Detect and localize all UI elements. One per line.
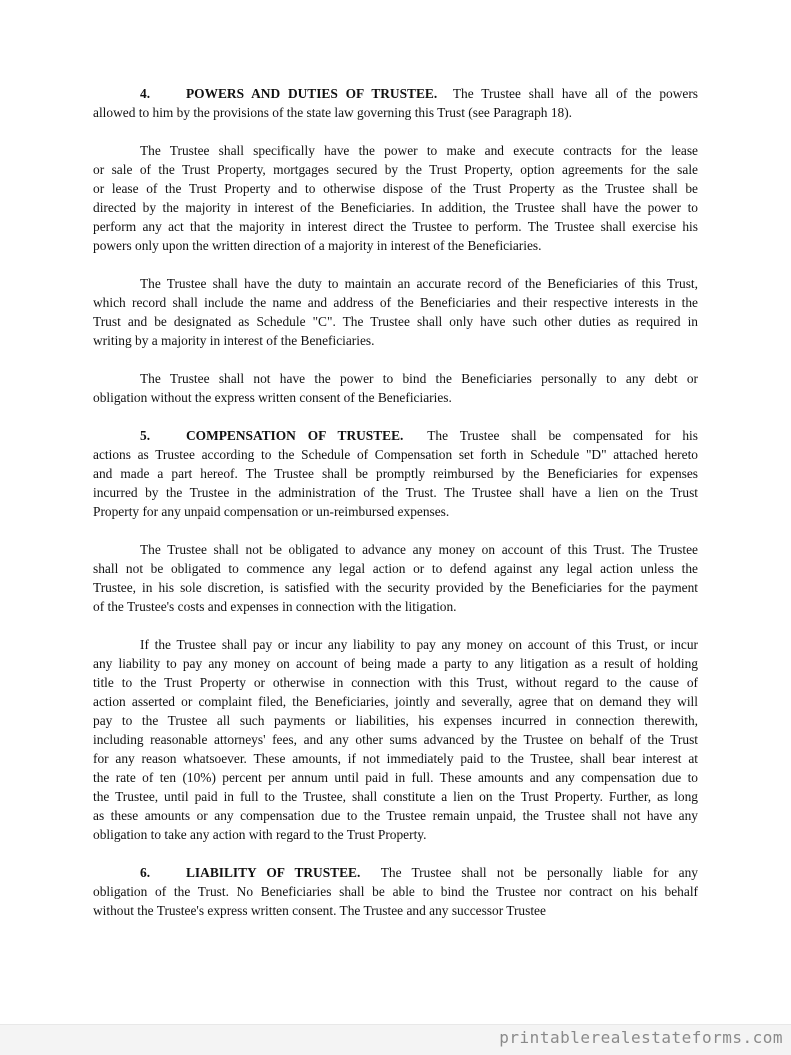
text-line: allowed to him by the provisions of the state law governing this Trust (see Paragraph 18).	[93, 105, 573, 120]
text-line: or lease of the Trust Property and to otherwise dispose of the Trust Property as the Trustee shall be	[93, 181, 698, 196]
text-line: Trustee, in his sole discretion, is satisfied with the security provided by the Beneficiaries for the payment	[93, 580, 698, 595]
section-4-line-1	[93, 84, 698, 103]
text-line: Property for any unpaid compensation or un-reimbursed expenses.	[93, 504, 450, 519]
text-line-content: The Trustee shall not be obligated to advance any money on account of this Trust. The Trustee	[140, 542, 698, 557]
text-line: the rate of ten (10%) percent per annum until paid in full. These amounts and any compensation due to	[93, 770, 698, 785]
section-heading: POWERS AND DUTIES OF TRUSTEE.	[186, 86, 438, 101]
text-line: obligation of the Trust. No Beneficiaries shall be able to bind the Trustee nor contract on his behalf	[93, 884, 698, 899]
section-5-paragraph	[93, 426, 698, 521]
text-line-content: The Trustee shall not have the power to bind the Beneficiaries personally to any debt or	[140, 371, 698, 386]
text-line: pay to the Trustee all such payments or liabilities, his expenses incurred in connection therewith,	[93, 713, 698, 728]
text-line: Trust and be designated as Schedule "C". The Trustee shall only have such other duties as required in	[93, 314, 698, 329]
text-line: obligation without the express written consent of the Beneficiaries.	[93, 390, 452, 405]
site-watermark: printablerealestateforms.com	[499, 1028, 783, 1047]
section-6-paragraph	[93, 863, 698, 920]
section-6-line-1	[93, 863, 698, 882]
text-line: and made a part hereof. The Trustee shall be promptly reimbursed by the Beneficiaries for expenses	[93, 466, 698, 481]
section-heading: COMPENSATION OF TRUSTEE.	[186, 428, 404, 443]
text-line: as these amounts or any compensation due to the Trustee remain unpaid, the Trustee shall not have any	[93, 808, 698, 823]
text-line: directed by the majority in interest of the Beneficiaries. In addition, the Trustee shall have the power to	[93, 200, 698, 215]
text-line-content: The Trustee shall not be personally liable for any	[380, 865, 698, 880]
text-line: actions as Trustee according to the Schedule of Compensation set forth in Schedule "D" attached hereto	[93, 447, 698, 462]
text-line: without the Trustee's express written consent. The Trustee and any successor Trustee	[93, 903, 546, 918]
section-5-advance-paragraph	[93, 540, 698, 616]
text-line-content: The Trustee shall have the duty to maintain an accurate record of the Beneficiaries of this Trust,	[140, 276, 698, 291]
text-line: which record shall include the name and address of the Beneficiaries and their respective interests in the	[93, 295, 698, 310]
section-4-paragraph	[93, 84, 698, 122]
section-number: 6.	[140, 865, 151, 880]
section-5-liability-paragraph	[93, 635, 698, 844]
text-line	[93, 274, 698, 293]
text-line: the Trustee, until paid in full to the Trustee, shall constitute a lien on the Trust Property. Further, as long	[93, 789, 698, 804]
text-line: including reasonable attorneys' fees, and any other sums advanced by the Trustee on behalf of the Trust	[93, 732, 698, 747]
text-line	[93, 141, 698, 160]
text-line: or sale of the Trust Property, mortgages secured by the Trust Property, option agreements for the sale	[93, 162, 698, 177]
footer-bar	[0, 1024, 791, 1055]
text-line: The Trustee shall have all of the powers	[452, 86, 698, 101]
text-line: perform any act that the majority in interest direct the Trustee to perform. The Trustee shall exercise his	[93, 219, 698, 234]
text-line: writing by a majority in interest of the Beneficiaries.	[93, 333, 375, 348]
text-line: of the Trustee's costs and expenses in connection with the litigation.	[93, 599, 457, 614]
section-4-duty-paragraph	[93, 274, 698, 350]
section-4-binding-paragraph	[93, 369, 698, 407]
section-heading: LIABILITY OF TRUSTEE.	[186, 865, 361, 880]
text-line: action asserted or complaint filed, the Beneficiaries, jointly and severally, agree that on demand they will	[93, 694, 698, 709]
section-4-powers-paragraph	[93, 141, 698, 255]
text-line	[93, 369, 698, 388]
text-line: obligation to take any action with regard to the Trust Property.	[93, 827, 427, 842]
text-line-content: The Trustee shall be compensated for his	[427, 428, 698, 443]
text-line: for any reason whatsoever. These amounts, if not immediately paid to the Trustee, shall bear interest at	[93, 751, 698, 766]
text-line: powers only upon the written direction of a majority in interest of the Beneficiaries.	[93, 238, 542, 253]
text-line	[93, 635, 698, 654]
section-number: 5.	[140, 428, 151, 443]
text-line-content: The Trustee shall specifically have the power to make and execute contracts for the lease	[140, 143, 698, 158]
section-5-line-1	[93, 426, 698, 445]
text-line-content: If the Trustee shall pay or incur any liability to pay any money on account of this Trust, or incur	[140, 637, 698, 652]
text-line: shall not be obligated to commence any legal action or to defend against any legal action unless the	[93, 561, 698, 576]
section-number: 4.	[140, 86, 151, 101]
text-line	[93, 540, 698, 559]
text-line: title to the Trust Property or otherwise in connection with this Trust, without regard to the cause of	[93, 675, 698, 690]
text-line: incurred by the Trustee in the administration of the Trust. The Trustee shall have a lien on the Trust	[93, 485, 698, 500]
text-line: any liability to pay any money on account of being made a party to any litigation as a result of holding	[93, 656, 698, 671]
document-body	[93, 84, 698, 939]
